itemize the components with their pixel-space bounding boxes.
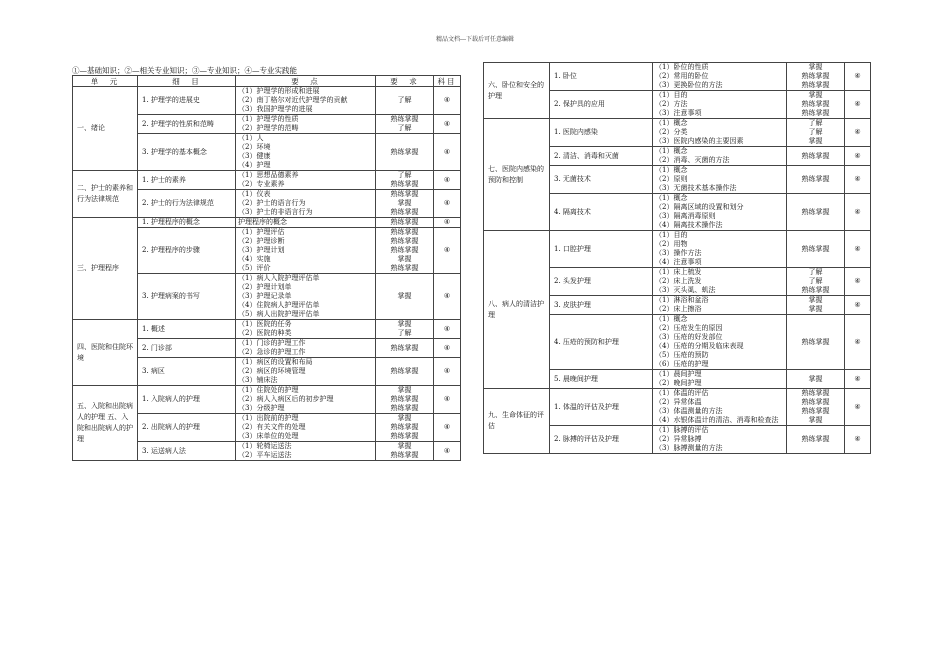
- points-cell: [236, 414, 376, 442]
- point-line: （6）压疮的护理: [655, 360, 709, 368]
- point-line: （2）急诊的护理工作: [238, 348, 306, 356]
- requirement-cell: [787, 91, 845, 119]
- subject-cell: ④: [434, 228, 461, 274]
- point-line: （3）健康: [238, 152, 271, 160]
- point-line: （1）护理评估: [238, 228, 285, 236]
- point-line: （1）体温的评估: [655, 389, 709, 397]
- point-line: （1）人: [238, 134, 264, 142]
- detail-cell: 2. 保护具的应用: [550, 91, 653, 119]
- point-line: （1）晨间护理: [655, 370, 702, 378]
- requirement-cell: [787, 119, 845, 147]
- unit-cell: 七、医院内感染的预防和控制: [484, 119, 550, 231]
- detail-cell: 3. 运送病人法: [138, 442, 236, 461]
- points-cell: [653, 268, 787, 296]
- requirement-cell: [376, 87, 434, 115]
- point-line: （4）住院病人护理评估单: [238, 301, 320, 309]
- detail-cell: 3. 无菌技术: [550, 166, 653, 194]
- subject-cell: ④: [845, 315, 871, 370]
- point-line: （3）更换卧位的方法: [655, 81, 723, 89]
- requirement-cell: [787, 268, 845, 296]
- detail-cell: 3. 皮肤护理: [550, 296, 653, 315]
- requirement-line: 了解: [808, 277, 823, 285]
- point-line: （2）医院的种类: [238, 329, 292, 337]
- point-line: （2）床上洗发: [655, 277, 702, 285]
- requirement-line: 掌握: [397, 292, 412, 300]
- requirement-line: 熟练掌握: [390, 367, 419, 375]
- requirement-line: 了解: [808, 268, 823, 276]
- requirement-line: 熟练掌握: [801, 337, 830, 346]
- requirement-line: 熟练掌握: [801, 435, 830, 443]
- subject-cell: ④: [434, 190, 461, 218]
- points-cell: [653, 389, 787, 426]
- requirement-cell: [376, 320, 434, 339]
- point-line: （5）病人出院护理评估单: [238, 310, 320, 318]
- subject-cell: ④: [434, 115, 461, 134]
- point-line: （1）病人入院护理评估单: [238, 274, 320, 282]
- point-line: （1）概念: [655, 194, 688, 202]
- points-cell: [236, 358, 376, 386]
- col-header-unit: 单 元: [73, 76, 138, 87]
- point-line: （1）目的: [655, 231, 688, 239]
- subject-cell: ④: [434, 218, 461, 228]
- requirement-cell: [376, 442, 434, 461]
- requirement-line: 熟练掌握: [801, 72, 830, 80]
- point-line: （2）病区的环境管理: [238, 367, 306, 375]
- requirement-line: 掌握: [808, 63, 823, 71]
- point-line: （1）护理学的性质: [238, 115, 299, 123]
- points-cell: [653, 426, 787, 454]
- subject-cell: ④: [845, 389, 871, 426]
- point-line: （2）平车运送法: [238, 451, 292, 459]
- point-line: （1）轮椅运送法: [238, 442, 292, 450]
- points-cell: [236, 190, 376, 218]
- unit-cell: 一、绪论: [73, 87, 138, 171]
- point-line: （3）脉搏测量的方法: [655, 444, 723, 452]
- col-header-detail: 细 目: [138, 76, 236, 87]
- detail-cell: 4. 隔离技术: [550, 194, 653, 231]
- subject-cell: ④: [845, 194, 871, 231]
- point-line: （1）出院前的护理: [238, 414, 299, 422]
- point-line: （4）隔离技术操作法: [655, 221, 723, 229]
- requirement-cell: [376, 115, 434, 134]
- requirement-line: 熟练掌握: [801, 81, 830, 89]
- point-line: （2）原则: [655, 175, 688, 183]
- detail-cell: 1. 体温的评估及护理: [550, 389, 653, 426]
- subject-cell: ④: [434, 171, 461, 190]
- table-row: [484, 63, 871, 91]
- table-row: [73, 171, 461, 190]
- point-line: （3）注意事项: [655, 109, 702, 117]
- detail-cell: 1. 护士的素养: [138, 171, 236, 190]
- points-cell: [236, 171, 376, 190]
- detail-cell: 2. 头发护理: [550, 268, 653, 296]
- requirement-cell: [787, 426, 845, 454]
- requirement-line: 熟练掌握: [390, 264, 419, 272]
- point-line: （2）护理计划单: [238, 283, 292, 291]
- point-line: 护理程序的概念: [238, 218, 287, 226]
- requirement-line: 熟练掌握: [390, 432, 419, 440]
- unit-cell: 二、护士的素养和行为法律规范: [73, 171, 138, 218]
- col-header-subject: 科目: [434, 76, 461, 87]
- requirement-line: 掌握: [808, 137, 823, 145]
- requirement-line: 掌握: [808, 305, 823, 313]
- requirement-line: 了解: [397, 96, 412, 104]
- point-line: （1）概念: [655, 166, 688, 174]
- requirement-cell: [376, 218, 434, 228]
- syllabus-table-right: [483, 62, 871, 454]
- points-cell: [236, 339, 376, 358]
- points-cell: [236, 228, 376, 274]
- detail-cell: 3. 护理学的基本概念: [138, 134, 236, 171]
- detail-cell: 2. 护士的行为法律规范: [138, 190, 236, 218]
- subject-cell: ④: [845, 268, 871, 296]
- subject-cell: ④: [845, 296, 871, 315]
- point-line: （1）护理学的形成和进展: [238, 87, 320, 95]
- point-line: （3）隔离消毒原则: [655, 212, 716, 220]
- point-line: （2）有关文件的处理: [238, 423, 306, 431]
- detail-cell: 1. 入院病人的护理: [138, 386, 236, 414]
- point-line: （2）用物: [655, 240, 688, 248]
- point-line: （2）晚间护理: [655, 379, 702, 387]
- point-line: （3）分级护理: [238, 404, 285, 412]
- points-cell: [653, 194, 787, 231]
- requirement-line: 了解: [397, 329, 412, 337]
- point-line: （2）南丁格尔对近代护理学的贡献: [238, 96, 348, 104]
- points-cell: [653, 231, 787, 268]
- point-line: （3）我国护理学的进展: [238, 105, 313, 113]
- requirement-cell: [376, 358, 434, 386]
- point-line: （2）分类: [655, 128, 688, 136]
- requirement-line: 熟练掌握: [801, 100, 830, 108]
- requirement-cell: [376, 171, 434, 190]
- point-line: （4）压疮的分期及临床表现: [655, 342, 744, 350]
- table-row: [73, 87, 461, 115]
- requirement-cell: [376, 414, 434, 442]
- requirement-line: 熟练掌握: [390, 190, 419, 198]
- detail-cell: 1. 护理学的进展史: [138, 87, 236, 115]
- point-line: （3）操作方法: [655, 249, 702, 257]
- point-line: （1）概念: [655, 119, 688, 127]
- requirement-line: 熟练掌握: [801, 244, 830, 253]
- requirement-cell: [787, 389, 845, 426]
- detail-cell: 2. 护理程序的步骤: [138, 228, 236, 274]
- point-line: （3）医院内感染的主要因素: [655, 137, 744, 145]
- point-line: （2）隔离区域的设置和划分: [655, 203, 744, 211]
- requirement-line: 掌握: [808, 296, 823, 304]
- point-line: （1）概念: [655, 147, 688, 155]
- point-line: （3）无菌技术基本操作法: [655, 184, 737, 192]
- requirement-line: 了解: [808, 119, 823, 127]
- requirement-cell: [787, 315, 845, 370]
- point-line: （4）实施: [238, 255, 271, 263]
- subject-cell: ④: [434, 414, 461, 442]
- requirement-line: 掌握: [397, 386, 412, 394]
- requirement-cell: [787, 63, 845, 91]
- points-cell: [653, 147, 787, 166]
- point-line: （3）体温测量的方法: [655, 407, 723, 415]
- detail-cell: 1. 卧位: [550, 63, 653, 91]
- point-line: （2）常用的卧位: [655, 72, 709, 80]
- points-cell: [236, 134, 376, 171]
- point-line: （1）医院的任务: [238, 320, 292, 328]
- requirement-line: 掌握: [397, 255, 412, 263]
- requirement-line: 熟练掌握: [801, 175, 830, 183]
- point-line: （2）护理诊断: [238, 237, 285, 245]
- point-line: （4）护理: [238, 161, 271, 169]
- points-cell: [236, 442, 376, 461]
- requirement-cell: [787, 194, 845, 231]
- point-line: （2）护理学的范畴: [238, 124, 299, 132]
- detail-cell: 5. 晨晚间护理: [550, 370, 653, 389]
- requirement-line: 熟练掌握: [801, 407, 830, 415]
- table-row: [484, 231, 871, 268]
- point-line: （1）仪表: [238, 190, 271, 198]
- requirement-line: 熟练掌握: [390, 115, 419, 123]
- detail-cell: 3. 病区: [138, 358, 236, 386]
- point-line: （1）病区的设置和布局: [238, 358, 313, 366]
- point-line: （3）护士的非语言行为: [238, 208, 313, 216]
- requirement-cell: [787, 231, 845, 268]
- requirement-line: 熟练掌握: [801, 151, 830, 160]
- requirement-line: 熟练掌握: [390, 147, 419, 156]
- point-line: （3）铺床法: [238, 376, 278, 384]
- point-line: （1）卧位的性质: [655, 63, 709, 71]
- points-cell: [236, 218, 376, 228]
- requirement-line: 掌握: [397, 199, 412, 207]
- requirement-cell: [376, 274, 434, 320]
- requirement-line: 熟练掌握: [390, 404, 419, 412]
- detail-cell: 4. 压疮的预防和护理: [550, 315, 653, 370]
- point-line: （1）思想品德素养: [238, 171, 299, 179]
- subject-cell: ④: [845, 63, 871, 91]
- subject-legend: ①—基础知识；②—相关专业知识；③—专业知识；④—专业实践能: [72, 66, 297, 75]
- table-row: [73, 218, 461, 228]
- requirement-line: 掌握: [397, 442, 412, 450]
- requirement-line: 了解: [397, 171, 412, 179]
- point-line: （2）床上擦浴: [655, 305, 702, 313]
- points-cell: [653, 63, 787, 91]
- point-line: （5）评价: [238, 264, 271, 272]
- unit-cell: 五、入院和出院病人的护理 五、入院和出院病人的护理: [73, 386, 138, 461]
- point-line: （1）门诊的护理工作: [238, 339, 306, 347]
- point-line: （2）消毒、灭菌的方法: [655, 156, 730, 164]
- subject-cell: ④: [845, 166, 871, 194]
- unit-cell: 六、卧位和安全的护理: [484, 63, 550, 119]
- subject-cell: ④: [845, 91, 871, 119]
- requirement-cell: [376, 228, 434, 274]
- point-line: （2）专业素养: [238, 180, 285, 188]
- requirement-cell: [787, 166, 845, 194]
- requirement-line: 熟练掌握: [390, 451, 419, 459]
- point-line: （1）目的: [655, 91, 688, 99]
- unit-cell: 三、护理程序: [73, 218, 138, 320]
- requirement-line: 熟练掌握: [390, 343, 419, 352]
- points-cell: [653, 370, 787, 389]
- requirement-cell: [787, 296, 845, 315]
- detail-cell: 1. 概述: [138, 320, 236, 339]
- requirement-cell: [376, 386, 434, 414]
- subject-cell: ④: [434, 320, 461, 339]
- col-header-points: 要 点: [236, 76, 376, 87]
- requirement-line: 熟练掌握: [390, 208, 419, 216]
- requirement-line: 掌握: [808, 91, 823, 99]
- requirement-line: 熟练掌握: [801, 109, 830, 117]
- point-line: （1）住院处的护理: [238, 386, 299, 394]
- point-line: （3）压疮的好发部位: [655, 333, 723, 341]
- point-line: （3）床单位的处理: [238, 432, 299, 440]
- point-line: （1）床上梳发: [655, 268, 702, 276]
- subject-cell: ④: [434, 442, 461, 461]
- point-line: （2）异常体温: [655, 398, 702, 406]
- table-row: [484, 389, 871, 426]
- detail-cell: 1. 护理程序的概念: [138, 218, 236, 228]
- table-row: [73, 320, 461, 339]
- point-line: （2）护士的语言行为: [238, 199, 306, 207]
- points-cell: [653, 166, 787, 194]
- points-cell: [236, 386, 376, 414]
- subject-cell: ④: [845, 426, 871, 454]
- detail-cell: 2. 脉搏的评估及护理: [550, 426, 653, 454]
- requirement-line: 掌握: [397, 320, 412, 328]
- requirement-cell: [376, 134, 434, 171]
- point-line: （1）淋浴和盆浴: [655, 296, 709, 304]
- requirement-line: 熟练掌握: [801, 389, 830, 397]
- requirement-line: 了解: [397, 124, 412, 132]
- subject-cell: ④: [845, 231, 871, 268]
- point-line: （2）环境: [238, 143, 271, 151]
- requirement-line: 掌握: [808, 416, 823, 424]
- point-line: （2）压疮发生的原因: [655, 324, 723, 332]
- page-header: 精品文档---下载后可任意编辑: [435, 36, 515, 43]
- subject-cell: ④: [434, 358, 461, 386]
- requirement-line: 熟练掌握: [801, 398, 830, 406]
- points-cell: [236, 115, 376, 134]
- detail-cell: 2. 护理学的性质和范畴: [138, 115, 236, 134]
- subject-cell: ④: [434, 386, 461, 414]
- unit-cell: 八、病人的清洁护理: [484, 231, 550, 389]
- subject-cell: ④: [434, 339, 461, 358]
- table-header-row: [73, 76, 461, 87]
- requirement-line: 熟练掌握: [390, 237, 419, 245]
- point-line: （4）水银体温计的清洁、消毒和检查法: [655, 416, 779, 424]
- requirement-line: 熟练掌握: [390, 395, 419, 403]
- requirement-line: 了解: [808, 128, 823, 136]
- points-cell: [653, 119, 787, 147]
- requirement-line: 掌握: [808, 374, 823, 383]
- requirement-cell: [376, 190, 434, 218]
- points-cell: [653, 296, 787, 315]
- point-line: （5）压疮的预防: [655, 351, 709, 359]
- point-line: （3）灭头虱、虮法: [655, 286, 716, 294]
- point-line: （1）概念: [655, 315, 688, 323]
- point-line: （1）脉搏的评估: [655, 426, 709, 434]
- subject-cell: ④: [434, 87, 461, 115]
- points-cell: [653, 91, 787, 119]
- detail-cell: 2. 门诊部: [138, 339, 236, 358]
- requirement-line: 熟练掌握: [801, 207, 830, 216]
- requirement-line: 熟练掌握: [390, 218, 419, 226]
- requirement-line: 熟练掌握: [390, 228, 419, 236]
- unit-cell: 四、医院和住院环境: [73, 320, 138, 386]
- point-line: （3）护理计划: [238, 246, 285, 254]
- subject-cell: ④: [845, 370, 871, 389]
- point-line: （2）病人入病区后的初步护理: [238, 395, 334, 403]
- point-line: （2）异常脉搏: [655, 435, 702, 443]
- requirement-line: 熟练掌握: [390, 423, 419, 431]
- subject-cell: ④: [434, 274, 461, 320]
- requirement-line: 熟练掌握: [801, 286, 830, 294]
- detail-cell: 1. 口腔护理: [550, 231, 653, 268]
- subject-cell: ④: [434, 134, 461, 171]
- points-cell: [236, 87, 376, 115]
- syllabus-table-left: [72, 75, 461, 461]
- unit-cell: 九、生命体征的评估: [484, 389, 550, 454]
- points-cell: [236, 274, 376, 320]
- subject-cell: ④: [845, 147, 871, 166]
- requirement-line: 熟练掌握: [390, 246, 419, 254]
- requirement-line: 熟练掌握: [390, 180, 419, 188]
- table-row: [73, 386, 461, 414]
- subject-cell: ④: [845, 119, 871, 147]
- detail-cell: 2. 出院病人的护理: [138, 414, 236, 442]
- col-header-requirement: 要 求: [376, 76, 434, 87]
- detail-cell: 1. 医院内感染: [550, 119, 653, 147]
- detail-cell: 2. 清洁、消毒和灭菌: [550, 147, 653, 166]
- requirement-line: 掌握: [397, 414, 412, 422]
- requirement-cell: [376, 339, 434, 358]
- point-line: （4）注意事项: [655, 258, 702, 266]
- points-cell: [236, 320, 376, 339]
- table-row: [484, 119, 871, 147]
- requirement-cell: [787, 370, 845, 389]
- detail-cell: 3. 护理病案的书写: [138, 274, 236, 320]
- requirement-cell: [787, 147, 845, 166]
- points-cell: [653, 315, 787, 370]
- point-line: （2）方法: [655, 100, 688, 108]
- point-line: （3）护理记录单: [238, 292, 292, 300]
